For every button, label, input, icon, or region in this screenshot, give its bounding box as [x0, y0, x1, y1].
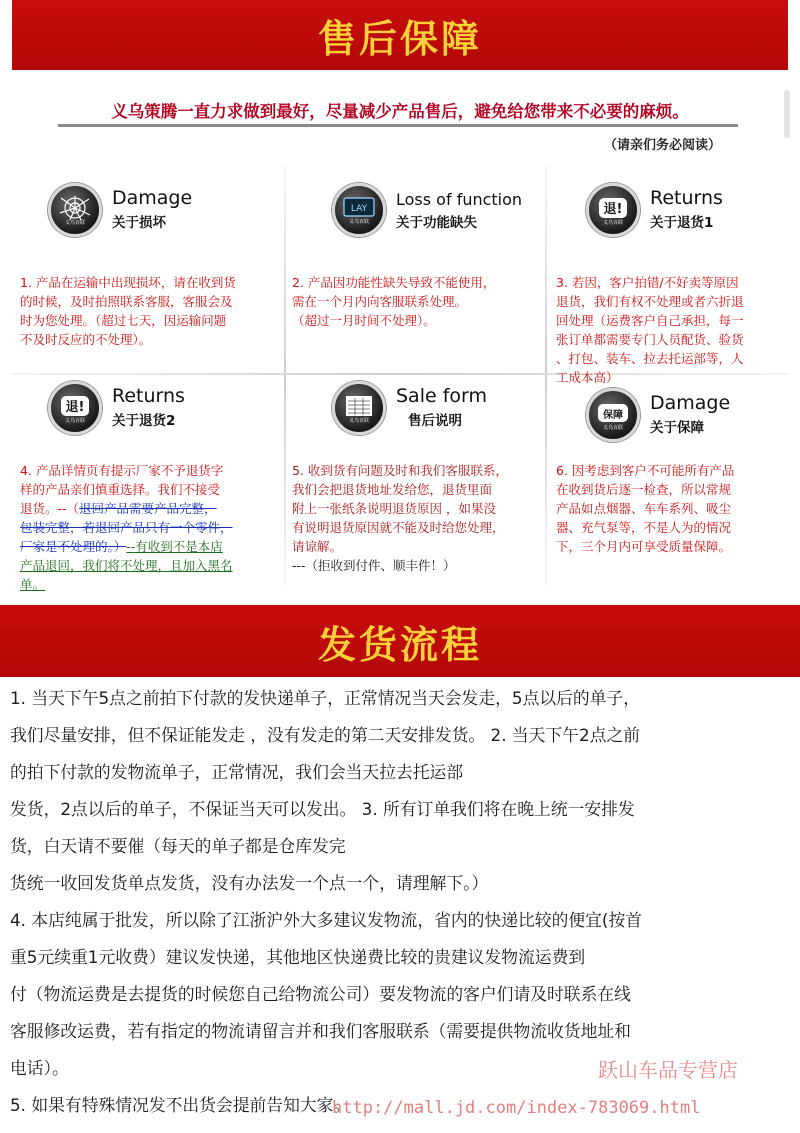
- svg-text:LAY: LAY: [350, 203, 368, 214]
- card-title-zh: 关于退货2: [112, 413, 176, 429]
- column-divider: [545, 165, 547, 585]
- card-body: 6. 因考虑到客户不可能所有产品 在收到货后逐一检查，所以常规 产品如点烟器、车车系列、吸尘 器、充气泵等，不是人为的情况 下，三个月内可享受质量保障。: [556, 463, 735, 554]
- card-title-en: Loss of function: [396, 190, 523, 209]
- card-damage: [48, 183, 268, 239]
- card-body: 5. 收到货有问题及时和我们客服联系， 我们会把退货地址发给您，退货里面 附上一张纸条说明退货原因 ，如果没 有说明退货原因就不能及时给您处理， 请谅解。 ---（拒收到付件、顺丰件！）: [292, 463, 508, 573]
- read-note: （请亲们务必阅读）: [604, 138, 722, 153]
- slogan: 义乌策腾一直力求做到最好，尽量减少产品售后，避免给您带来不必要的麻烦。: [111, 102, 689, 121]
- return-stamp-icon: 退! 义乌百联: [586, 183, 640, 237]
- card-title-zh: 售后说明: [408, 413, 462, 429]
- card-title-zh: 关于损坏: [112, 215, 166, 231]
- card-body: 2. 产品因功能性缺失导致不能使用， 需在一个月内向客服联系处理。 （超过一月时间不处理）。: [292, 275, 496, 328]
- card-loss-of-function: [332, 183, 542, 239]
- shipping-title: 发货流程: [317, 621, 482, 667]
- shipping-process-text: 1. 当天下午5点之前拍下付款的发快递单子，正常情况当天会发走，5点以后的单子， 我们尽量安排，但不保证能发走 ，没有发走的第二天安排发货。 2. 当天下午2点之前 的拍下付款的发物流单子，正常情况，我们会当天拉去托运部 发货，2点以后的单子，不保证当天可以发出。 3. 所有订单我们将在晚上统一安排发 货，白天请不要催（每天的单子都是仓库发完 货统一收回发货单点发货，没有办法发一个点一个，请理解下。） 4. 本店纯属于批发，所以除了江浙沪外大多建议发物流，省内的快递比较的便宜(按首 重5元续重1元收费）建议发快递，其他地区快递费比较的贵建议发物流运费到 付（物流运费是去提货的时候您自己给物流公司）要发物流的客户们请及时联系在线 客服修改运费，若有指定的物流请留言并和我们客服联系（需要提供物流收货地址和 电话）。 5. 如果有特殊情况发不出货会提前告知大家。: [10, 688, 643, 1115]
- card-title-en: Sale form: [396, 385, 488, 407]
- card-title-en: Returns: [112, 385, 185, 407]
- store-url-watermark[interactable]: http://mall.jd.com/index-783069.html: [332, 1098, 701, 1118]
- return-stamp-icon: 退! 义乌百联: [48, 381, 102, 435]
- after-sales-title: 售后保障: [317, 15, 482, 61]
- card-returns-2: [48, 381, 268, 437]
- store-name-watermark: 跃山车品专营店: [598, 1058, 738, 1082]
- guarantee-stamp-icon: 保障 义乌百联: [586, 388, 640, 442]
- form-document-icon: 义乌百联: [332, 381, 386, 435]
- column-divider: [284, 165, 286, 585]
- scrollbar[interactable]: [784, 90, 790, 138]
- svg-text:退!: 退!: [65, 399, 85, 415]
- card-returns-1: [586, 183, 786, 239]
- card-body: 1. 产品在运输中出现损坏，请在收到货 的时候，及时拍照联系客服，客服会及 时为您处理。（超过七天，因运输问题 不及时反应的不处理）。: [20, 275, 236, 347]
- card-title-zh: 关于功能缺失: [396, 215, 477, 231]
- card-body: 4. 产品详情页有提示厂家不予退货字 样的产品亲们慎重选择。我们不接受 退货。--（退回产品需要产品完整， 包装完整，若退回产品只有一个零件， 厂家是不处理的。）--有收到不是本店 产品退回，我们将不处理，且加入黑名 单。: [20, 463, 233, 592]
- after-sales-banner: [12, 0, 788, 70]
- svg-text:保障: 保障: [603, 409, 623, 421]
- card-title-zh: 关于退货1: [650, 215, 714, 231]
- svg-text:退!: 退!: [603, 201, 623, 217]
- card-title-en: Damage: [650, 392, 731, 414]
- shipping-banner: [0, 605, 800, 677]
- slogan-underline: [58, 124, 738, 127]
- card-title-en: Damage: [112, 187, 193, 209]
- broken-glass-icon: 义乌百联: [48, 183, 102, 237]
- display-screen-icon: LAY 义乌百联: [332, 183, 386, 237]
- card-title-en: Returns: [650, 187, 723, 209]
- card-guarantee: [586, 388, 786, 444]
- card-title-zh: 关于保障: [650, 420, 704, 436]
- card-sale-form: [332, 381, 542, 437]
- card-body: 3. 若因，客户拍错/不好卖等原因 退货，我们有权不处理或者六折退 回处理（运费客户自己承担，每一 张订单都需要专门人员配货、验货 、打包、装车、拉去托运部等，人 工成本高）: [556, 275, 744, 385]
